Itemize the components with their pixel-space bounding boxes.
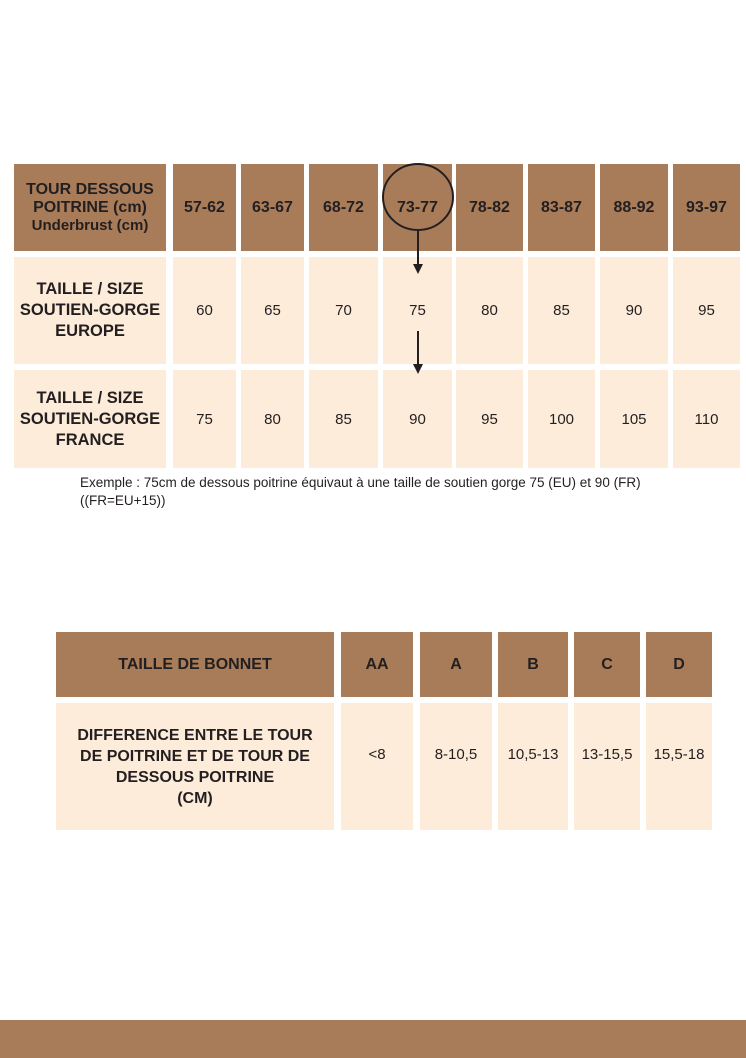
cup-difference-cell: 8-10,5 (420, 703, 492, 830)
cup-difference-cell: 13-15,5 (574, 703, 640, 830)
underbust-col-57-62: 57-62 (173, 164, 236, 251)
france-label-line-3: FRANCE (55, 430, 125, 449)
cup-size-header-label: TAILLE DE BONNET (56, 632, 334, 697)
underbust-col-93-97: 93-97 (673, 164, 740, 251)
cup-label-line-4: (CM) (177, 789, 213, 807)
cup-col-aa: AA (341, 632, 413, 697)
europe-label-line-2: SOUTIEN-GORGE (19, 301, 161, 319)
europe-size-cell: 95 (673, 257, 740, 364)
europe-size-cell: 85 (528, 257, 595, 364)
france-size-cell: 80 (241, 370, 304, 468)
underbust-header-line-2: POITRINE (cm) (33, 198, 147, 216)
underbust-col-78-82: 78-82 (456, 164, 523, 251)
cup-label-line-2: DE POITRINE ET DE TOUR DE (80, 747, 310, 765)
cup-difference-cell: <8 (341, 703, 413, 830)
cup-label-line-1: DIFFERENCE ENTRE LE TOUR (77, 726, 313, 744)
cup-difference-cell: 15,5-18 (646, 703, 712, 830)
france-size-cell: 95 (456, 370, 523, 468)
underbust-col-88-92: 88-92 (600, 164, 668, 251)
underbust-header-line-3: Underbrust (cm) (31, 216, 149, 234)
france-size-cell: 110 (673, 370, 740, 468)
europe-size-cell: 65 (241, 257, 304, 364)
cup-col-b: B (498, 632, 568, 697)
cup-col-a: A (420, 632, 492, 697)
france-size-cell: 105 (600, 370, 668, 468)
cup-difference-cell: 10,5-13 (498, 703, 568, 830)
europe-size-cell: 80 (456, 257, 523, 364)
europe-label-line-1: TAILLE / SIZE (36, 280, 144, 298)
footer-bar (0, 1020, 746, 1058)
europe-size-cell: 60 (173, 257, 236, 364)
underbust-header-label (14, 164, 166, 251)
france-size-label (14, 370, 166, 468)
underbust-col-68-72: 68-72 (309, 164, 378, 251)
europe-label-line-3: EUROPE (55, 322, 125, 340)
cup-difference-label (56, 703, 334, 830)
france-size-cell: 75 (173, 370, 236, 468)
cup-col-c: C (574, 632, 640, 697)
example-note: Exemple : 75cm de dessous poitrine équivaut à une taille de soutien gorge 75 (EU) et 90 (FR) ((FR=EU+15)) (80, 475, 641, 508)
france-label-line-1: TAILLE / SIZE (36, 388, 144, 407)
cup-label-line-3: DESSOUS POITRINE (115, 768, 275, 786)
france-size-cell: 90 (383, 370, 452, 468)
underbust-col-73-77: 73-77 (383, 164, 452, 251)
underbust-col-63-67: 63-67 (241, 164, 304, 251)
europe-size-cell: 75 (383, 257, 452, 364)
france-size-cell: 100 (528, 370, 595, 468)
france-size-cell: 85 (309, 370, 378, 468)
europe-size-cell: 70 (309, 257, 378, 364)
france-label-line-2: SOUTIEN-GORGE (19, 409, 161, 428)
underbust-header-line-1: TOUR DESSOUS (26, 180, 154, 198)
underbust-col-83-87: 83-87 (528, 164, 595, 251)
europe-size-cell: 90 (600, 257, 668, 364)
cup-col-d: D (646, 632, 712, 697)
europe-size-label (14, 257, 166, 364)
